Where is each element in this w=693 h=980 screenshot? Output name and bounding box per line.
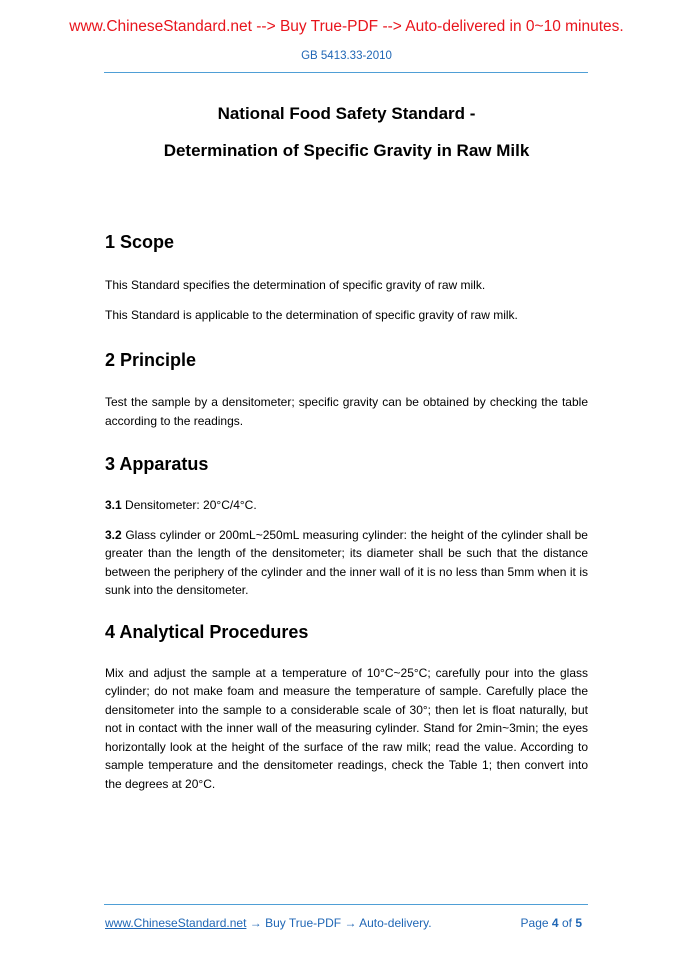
page-of: of — [561, 916, 572, 930]
top-banner-link[interactable]: www.ChineseStandard.net --> Buy True-PDF --> Auto-delivered in 0~10 minutes. — [69, 18, 624, 35]
footer-suffix: → Buy True-PDF → Auto-delivery. — [246, 916, 432, 930]
header-divider — [104, 72, 588, 73]
clause-number: 3.1 — [105, 498, 122, 512]
section-heading-apparatus: 3 Apparatus — [105, 454, 209, 474]
page-footer — [105, 916, 588, 930]
standard-code: GB 5413.33-2010 — [301, 50, 392, 62]
apparatus-item-3-1 — [105, 496, 588, 515]
apparatus-item-3-2 — [105, 526, 588, 600]
clause-text: Glass cylinder or 200mL~250mL measuring cylinder: the height of the cylinder shall be greater than the length of the densitometer; its diameter shall be such that the distance between the periphery of the cylinder and the inner wall of it is no less than 5mm when it is sunk into the densitometer. — [105, 527, 588, 597]
clause-number: 3.2 — [105, 527, 122, 542]
procedures-paragraph: Mix and adjust the sample at a temperature of 10°C~25°C; carefully pour into the glass cylinder; do not make foam and measure the temperature of sample. Carefully place the densitometer into the sample to a considerable scale of 30°; then let is float naturally, but not in contact with the inner wall of the measuring cylinder. Stand for 2min~3min; the eyes horizontally look at the height of the surface of the raw milk; read the value. According to sample temperature and the densitometer readings, check the Table 1; then convert into the degrees at 20°C. — [105, 665, 588, 791]
principle-paragraph: Test the sample by a densitometer; specific gravity can be obtained by checking the table according to the readings. — [105, 395, 588, 428]
section-heading-scope: 1 Scope — [105, 232, 175, 252]
document-title-line-1: National Food Safety Standard - — [217, 104, 476, 123]
page-current: 4 — [551, 916, 559, 930]
clause-text: Densitometer: 20°C/4°C. — [125, 498, 257, 512]
section-heading-principle: 2 Principle — [105, 350, 197, 370]
footer-divider — [104, 904, 588, 905]
page-label: Page — [520, 916, 549, 930]
document-title-line-2: Determination of Specific Gravity in Raw Milk — [163, 141, 530, 160]
page-total: 5 — [575, 916, 582, 930]
section-heading-procedures: 4 Analytical Procedures — [105, 621, 309, 642]
document-body — [105, 232, 588, 793]
scope-paragraph-1: This Standard specifies the determination of specific gravity of raw milk. — [105, 278, 486, 292]
footer-website-link[interactable]: www.ChineseStandard.net — [105, 916, 247, 930]
page-number — [521, 916, 582, 930]
scope-paragraph-2: This Standard is applicable to the determination of specific gravity of raw milk. — [105, 307, 518, 322]
